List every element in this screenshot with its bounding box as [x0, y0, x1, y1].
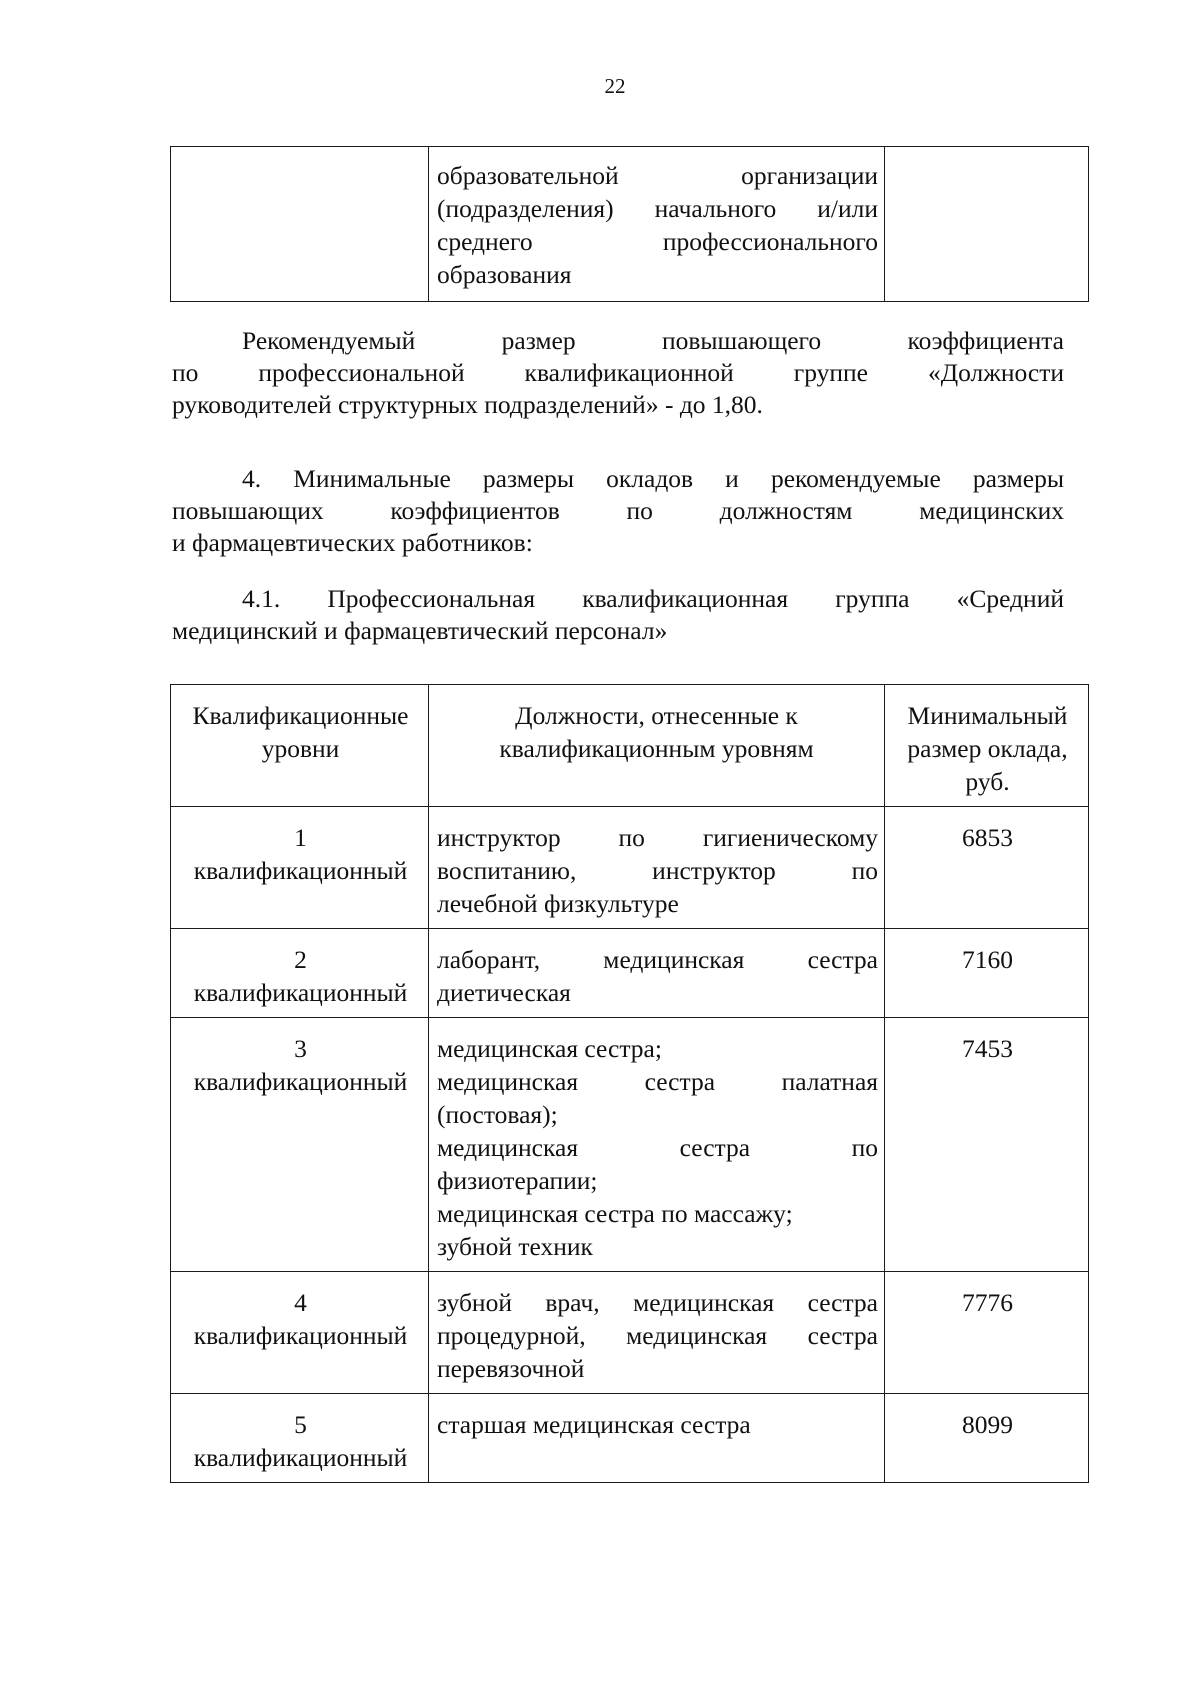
positions-cell: [429, 807, 885, 929]
positions-cell: [429, 1018, 885, 1272]
page-number: 22: [604, 74, 626, 98]
table-row: [171, 1394, 1089, 1483]
position-line: медицинская сестра палатная: [437, 1067, 878, 1096]
level-number: 2: [294, 945, 307, 974]
paragraph-line: медицинский и фармацевтический персонал»: [172, 616, 668, 645]
salary-cell: 6853: [885, 807, 1089, 929]
level-label: квалификационный: [193, 856, 408, 885]
header-positions: Должности, отнесенные к квалификационным уровням: [429, 685, 885, 807]
header-salary: Минимальный размер оклада, руб.: [885, 685, 1089, 807]
level-cell: [171, 1018, 429, 1272]
level-cell: [171, 929, 429, 1018]
position-line: инструктор по гигиеническому: [437, 823, 878, 852]
table-row: [171, 1272, 1089, 1394]
level-number: 4: [294, 1288, 307, 1317]
paragraph-line: по профессиональной квалификационной группе «Должности: [172, 358, 1064, 387]
level-label: квалификационный: [193, 1321, 408, 1350]
paragraph-line: повышающих коэффициентов по должностям медицинских: [172, 496, 1064, 525]
salary-cell: 7776: [885, 1272, 1089, 1394]
recommended-coefficient-paragraph: [172, 325, 1064, 421]
salary-cell: [885, 147, 1089, 302]
positions-cell: [429, 147, 885, 302]
position-line: лечебной физкультуре: [437, 889, 679, 918]
positions-cell: [429, 1394, 885, 1483]
paragraph-line: Рекомендуемый размер повышающего коэффициента: [242, 326, 1064, 355]
position-line: (подразделения) начального и/или: [437, 194, 878, 223]
positions-cell: [429, 929, 885, 1018]
level-cell: [171, 1272, 429, 1394]
position-line: диетическая: [437, 978, 571, 1007]
header-level: Квалификационные уровни: [171, 685, 429, 807]
salary-cell: 7160: [885, 929, 1089, 1018]
position-line: зубной техник: [437, 1232, 593, 1261]
level-cell: [171, 807, 429, 929]
position-line: образования: [437, 260, 572, 289]
position-line: (постовая);: [437, 1100, 558, 1129]
position-line: воспитанию, инструктор по: [437, 856, 878, 885]
level-label: квалификационный: [193, 1443, 408, 1472]
paragraph-line: руководителей структурных подразделений» - до 1,80.: [172, 390, 763, 419]
paragraph-line: 4. Минимальные размеры окладов и рекомендуемые размеры: [242, 464, 1064, 493]
position-line: процедурной, медицинская сестра: [437, 1321, 878, 1350]
positions-cell: [429, 1272, 885, 1394]
position-line: медицинская сестра по массажу;: [437, 1199, 793, 1228]
salary-table: [170, 684, 1089, 1483]
table-header-row: [171, 685, 1089, 807]
continuation-table: [170, 146, 1089, 302]
section-4-1-heading: [172, 583, 1064, 647]
section-4-paragraph: [172, 463, 1064, 559]
level-number: 3: [294, 1034, 307, 1063]
salary-cell: 7453: [885, 1018, 1089, 1272]
table-row: [171, 1018, 1089, 1272]
level-number: 1: [294, 823, 307, 852]
salary-cell: 8099: [885, 1394, 1089, 1483]
level-label: квалификационный: [193, 1067, 408, 1096]
paragraph-line: и фармацевтических работников:: [172, 528, 533, 557]
level-number: 5: [294, 1410, 307, 1439]
position-line: старшая медицинская сестра: [437, 1410, 751, 1439]
table-row: [171, 807, 1089, 929]
position-line: лаборант, медицинская сестра: [437, 945, 878, 974]
paragraph-line: 4.1. Профессиональная квалификационная группа «Средний: [242, 584, 1064, 613]
level-cell: [171, 147, 429, 302]
level-label: квалификационный: [193, 978, 408, 1007]
position-line: медицинская сестра;: [437, 1034, 662, 1063]
position-line: зубной врач, медицинская сестра: [437, 1288, 878, 1317]
table-row: [171, 929, 1089, 1018]
table-row: [171, 147, 1089, 302]
position-line: образовательной организации: [437, 161, 878, 190]
position-line: физиотерапии;: [437, 1166, 598, 1195]
position-line: перевязочной: [437, 1354, 585, 1383]
position-line: среднего профессионального: [437, 227, 878, 256]
position-line: медицинская сестра по: [437, 1133, 878, 1162]
level-cell: [171, 1394, 429, 1483]
